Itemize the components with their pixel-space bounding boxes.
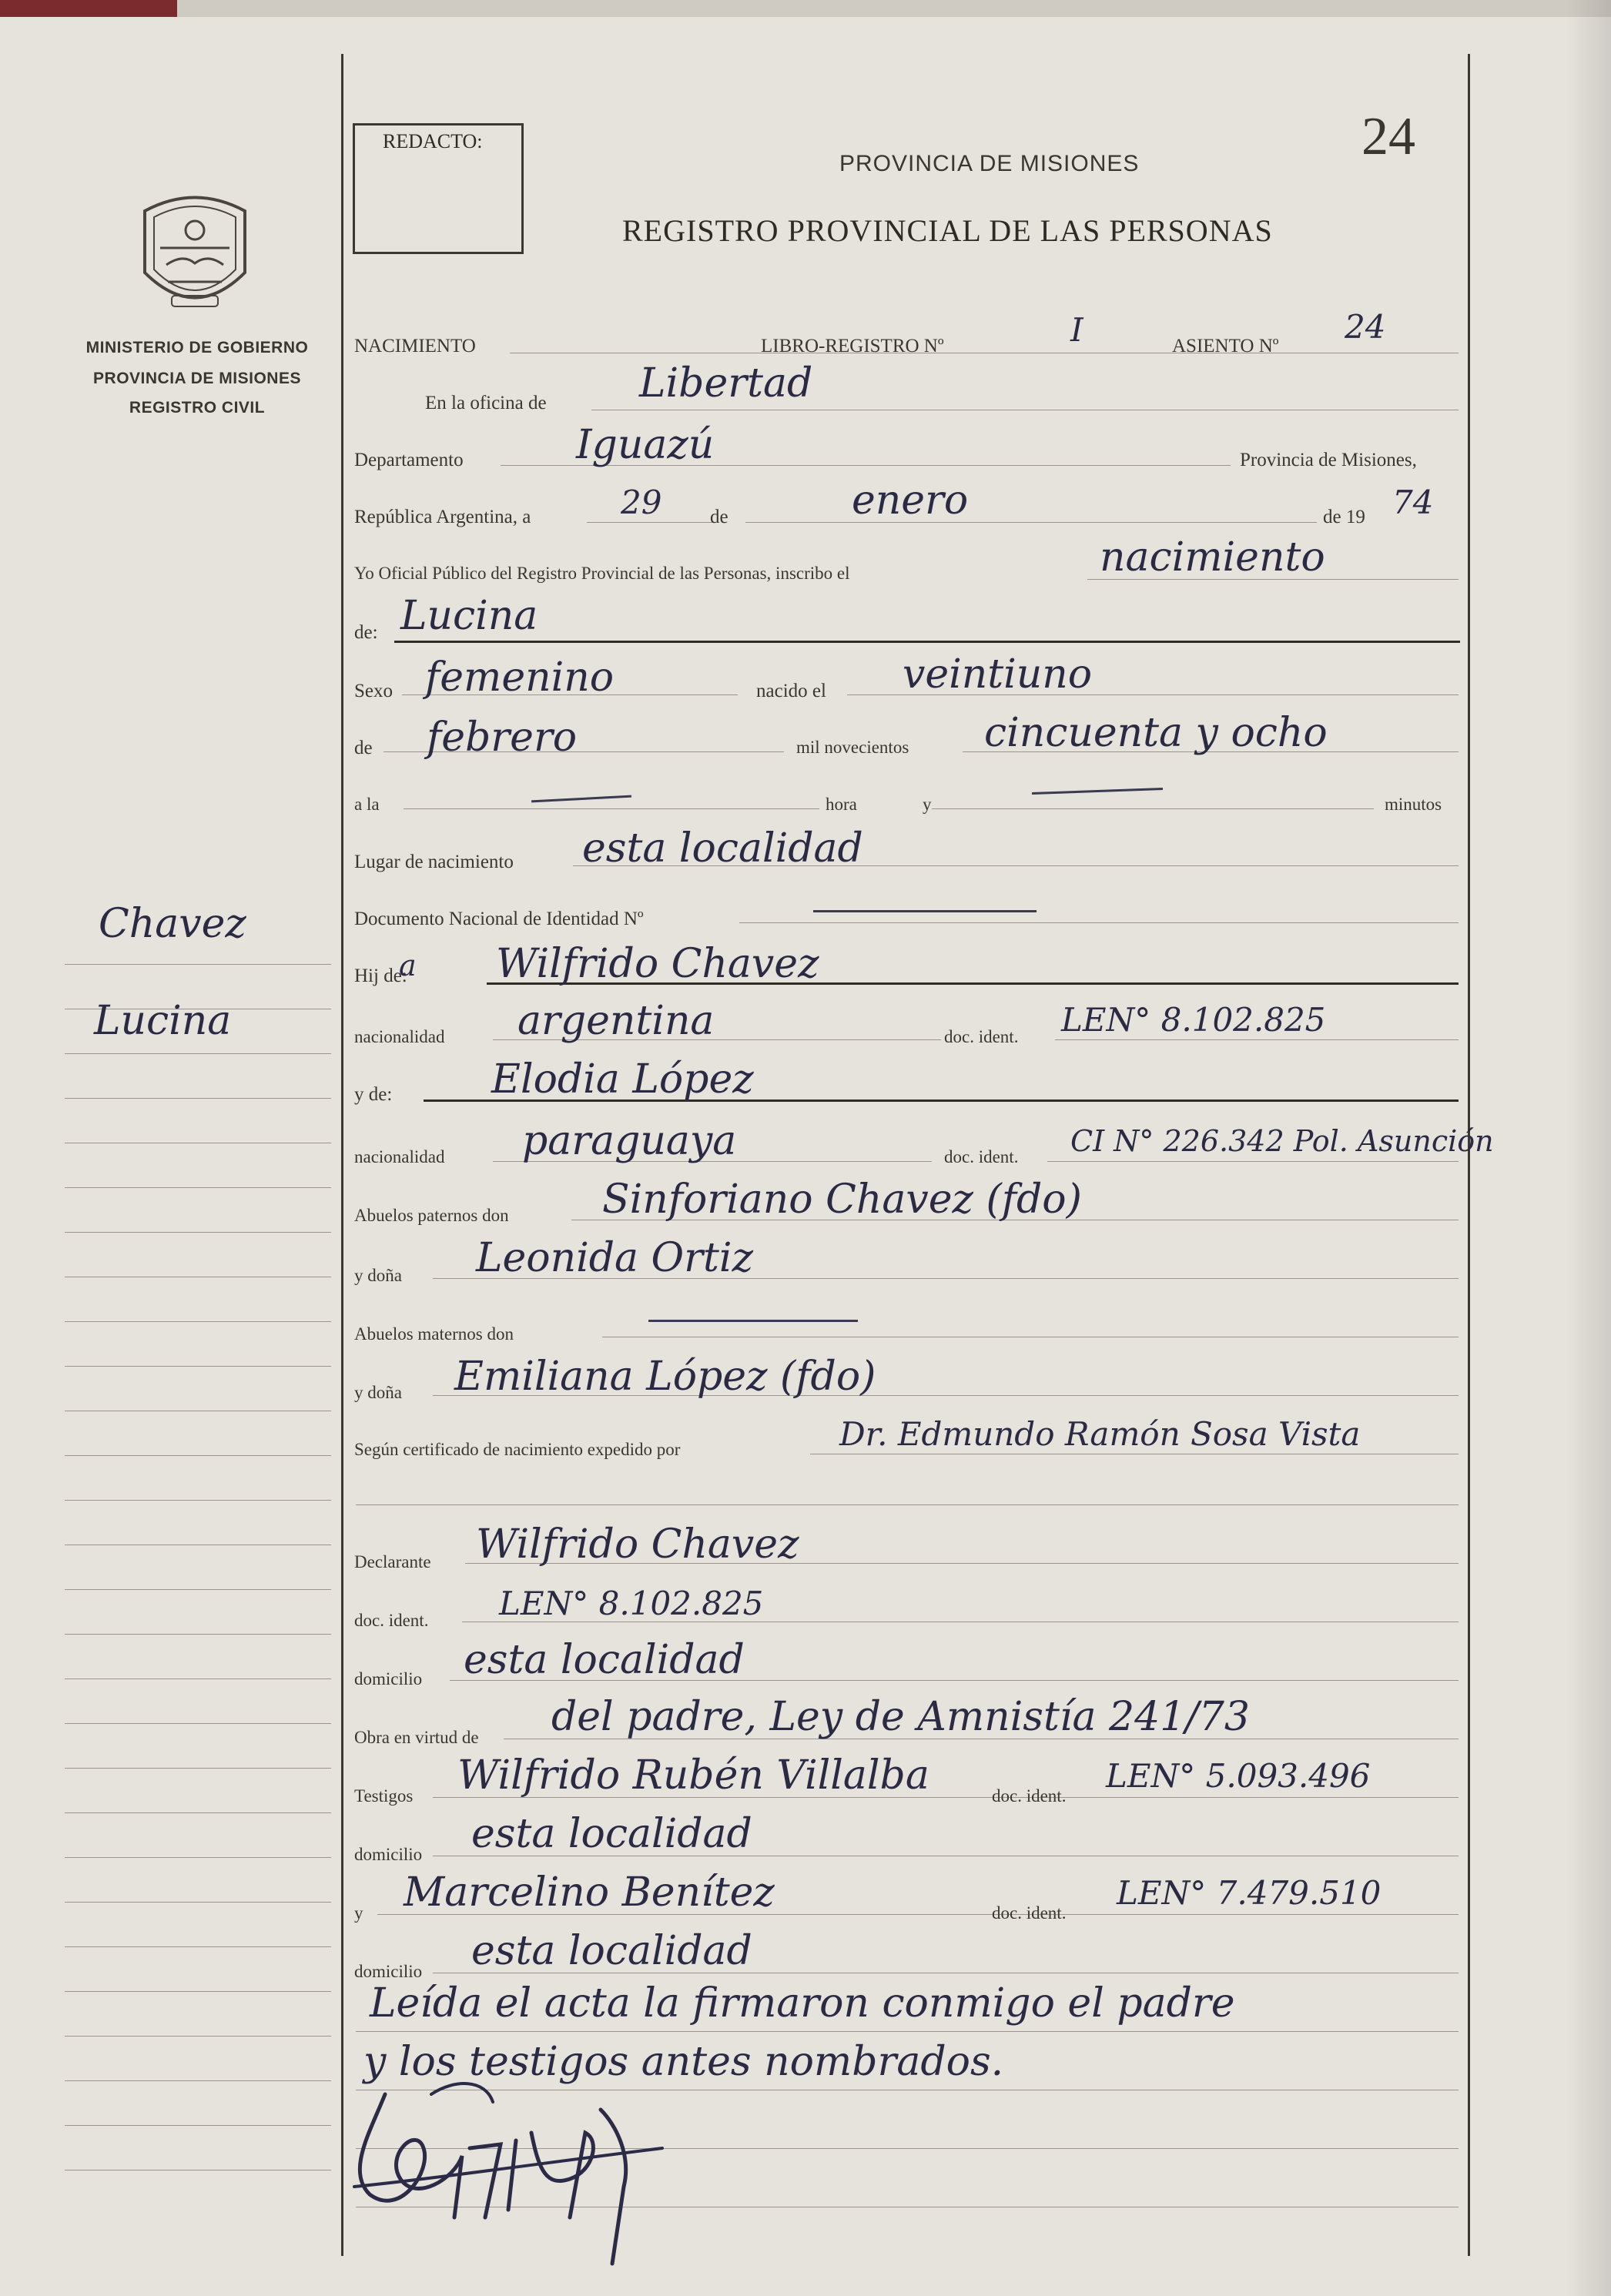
value-testigo1-domicilio: esta localidad <box>471 1811 752 1857</box>
value-testigo2: Marcelino Benítez <box>404 1869 775 1916</box>
margin-rule <box>65 1991 331 1992</box>
value-madre-nacionalidad: paraguaya <box>522 1118 737 1164</box>
margin-rule <box>65 1812 331 1813</box>
label-obra-en-virtud: Obra en virtud de <box>354 1728 479 1747</box>
value-inscribo: nacimiento <box>1100 534 1325 581</box>
value-lugar: esta localidad <box>582 825 863 872</box>
value-abuela-paterna: Leonida Ortiz <box>476 1235 753 1281</box>
label-y-dona-materna: y doña <box>354 1383 402 1402</box>
margin-rule <box>65 1500 331 1501</box>
registry-title: REGISTRO PROVINCIAL DE LAS PERSONAS <box>622 213 1273 248</box>
label-testigos: Testigos <box>354 1786 414 1806</box>
value-certificado-por: Dr. Edmundo Ramón Sosa Vista <box>839 1415 1361 1453</box>
margin-rule <box>65 964 331 965</box>
value-padre-nacionalidad: argentina <box>517 998 715 1044</box>
value-asiento: 24 <box>1345 308 1386 346</box>
official-signature <box>339 2063 693 2294</box>
redacto-box <box>353 123 524 254</box>
label-y-testigo2: y <box>354 1903 363 1923</box>
margin-rule <box>65 1902 331 1903</box>
ministry-line1: MINISTERIO DE GOBIERNO <box>85 339 309 356</box>
value-declarante-doc: LEN° 8.102.825 <box>499 1585 764 1622</box>
label-hora: hora <box>826 795 857 814</box>
value-oficina: Libertad <box>639 360 813 407</box>
label-y: y <box>923 795 932 814</box>
margin-rule <box>65 1768 331 1769</box>
label-segun-certificado: Según certificado de nacimiento expedido por <box>354 1440 681 1459</box>
label-nacionalidad-madre: nacionalidad <box>354 1147 445 1166</box>
margin-rule <box>65 1634 331 1635</box>
margin-rule <box>65 1232 331 1233</box>
label-lugar: Lugar de nacimiento <box>354 852 514 872</box>
ministry-line3: REGISTRO CIVIL <box>129 399 266 417</box>
label-de-colon: de: <box>354 622 378 643</box>
margin-given-name: Lucina <box>94 998 232 1044</box>
value-abuelo-paterno: Sinforiano Chavez (fdo) <box>602 1176 1082 1223</box>
margin-rule <box>65 1098 331 1099</box>
label-nacido-el: nacido el <box>756 681 826 701</box>
margin-rule <box>65 1053 331 1054</box>
label-mil-novecientos: mil novecientos <box>796 738 909 757</box>
value-anio-nac: cincuenta y ocho <box>984 710 1328 756</box>
label-de: de <box>710 507 728 527</box>
left-frame-line <box>341 54 343 2256</box>
label-y-dona-paterna: y doña <box>354 1266 402 1285</box>
margin-rule <box>65 1321 331 1322</box>
margin-rule <box>65 1589 331 1590</box>
value-sexo: femenino <box>425 654 615 701</box>
label-doc-ident-madre: doc. ident. <box>944 1147 1019 1166</box>
value-dia: 29 <box>621 484 662 521</box>
redacto-label: REDACTO: <box>383 130 483 152</box>
provincial-seal-icon <box>137 188 253 319</box>
label-yo-oficial: Yo Oficial Público del Registro Provincial de las Personas, inscribo el <box>354 564 850 583</box>
value-obra-en-virtud: del padre, Ley de Amnistía 241/73 <box>551 1694 1250 1740</box>
value-padre-doc: LEN° 8.102.825 <box>1061 1001 1326 1039</box>
margin-rule <box>65 2125 331 2126</box>
margin-rule <box>65 1455 331 1456</box>
label-departamento: Departamento <box>354 450 464 470</box>
value-cierre-linea1: Leída el acta la firmaron conmigo el padre <box>370 1980 1235 2027</box>
margin-rule <box>65 2080 331 2081</box>
label-de-19: de 19 <box>1323 507 1365 527</box>
label-minutos: minutos <box>1385 795 1442 814</box>
label-republica: República Argentina, a <box>354 507 531 527</box>
value-nacido-el: veintiuno <box>903 651 1093 698</box>
value-madre-doc: CI N° 226.342 Pol. Asunción <box>1070 1124 1494 1158</box>
value-testigo1: Wilfrido Rubén Villalba <box>457 1752 929 1799</box>
value-libro-registro: I <box>1070 311 1083 349</box>
label-doc-ident-padre: doc. ident. <box>944 1027 1019 1046</box>
label-doc-ident-testigo1: doc. ident. <box>992 1786 1067 1806</box>
margin-rule <box>65 1187 331 1188</box>
margin-rule <box>65 1678 331 1679</box>
label-nacionalidad-padre: nacionalidad <box>354 1027 445 1046</box>
label-sexo: Sexo <box>354 681 393 701</box>
label-provincia: Provincia de Misiones, <box>1240 450 1417 470</box>
value-madre: Elodia López <box>491 1056 754 1103</box>
label-domicilio-declarante: domicilio <box>354 1669 423 1689</box>
label-domicilio-testigo2: domicilio <box>354 1962 423 1981</box>
ministry-line2: PROVINCIA DE MISIONES <box>93 370 301 387</box>
margin-surname: Chavez <box>99 901 246 947</box>
label-doc-ident-declarante: doc. ident. <box>354 1611 429 1630</box>
label-libro-registro: LIBRO-REGISTRO Nº <box>761 336 944 356</box>
value-anio: 74 <box>1392 484 1434 521</box>
value-declarante: Wilfrido Chavez <box>476 1521 799 1568</box>
margin-rule <box>65 1366 331 1367</box>
value-nombre: Lucina <box>400 593 538 639</box>
label-dni: Documento Nacional de Identidad Nº <box>354 909 644 929</box>
label-oficina: En la oficina de <box>425 393 547 413</box>
label-y-de: y de: <box>354 1084 393 1105</box>
label-de-mes: de <box>354 738 373 758</box>
value-testigo2-doc: LEN° 7.479.510 <box>1117 1874 1382 1912</box>
value-abuela-materna: Emiliana López (fdo) <box>454 1354 876 1400</box>
label-abuelos-maternos: Abuelos maternos don <box>354 1324 514 1344</box>
label-doc-ident-testigo2: doc. ident. <box>992 1903 1067 1923</box>
margin-rule <box>65 2036 331 2037</box>
label-hijo-de: Hij de: <box>354 966 407 986</box>
value-cierre-linea2: y los testigos antes nombrados. <box>363 2039 1004 2085</box>
value-mes-nac: febrero <box>427 715 578 761</box>
margin-rule <box>65 1723 331 1724</box>
value-departamento: Iguazú <box>576 422 715 468</box>
value-testigo1-doc: LEN° 5.093.496 <box>1106 1757 1371 1795</box>
label-asiento: ASIENTO Nº <box>1172 336 1279 356</box>
label-a-la: a la <box>354 795 380 814</box>
top-edge <box>0 0 1611 17</box>
label-abuelos-paternos: Abuelos paternos don <box>354 1206 509 1225</box>
value-mes: enero <box>852 477 969 524</box>
value-testigo2-domicilio: esta localidad <box>471 1928 752 1974</box>
label-nacimiento: NACIMIENTO <box>354 336 476 356</box>
province-title: PROVINCIA DE MISIONES <box>839 151 1140 176</box>
value-padre: Wilfrido Chavez <box>496 941 819 987</box>
label-declarante: Declarante <box>354 1552 431 1571</box>
page-number: 24 <box>1361 107 1415 166</box>
value-declarante-domicilio: esta localidad <box>464 1637 745 1683</box>
margin-rule <box>65 1857 331 1858</box>
margin-rule <box>65 1946 331 1947</box>
label-domicilio-testigo1: domicilio <box>354 1845 423 1864</box>
value-hijo-suffix: a <box>399 949 417 982</box>
